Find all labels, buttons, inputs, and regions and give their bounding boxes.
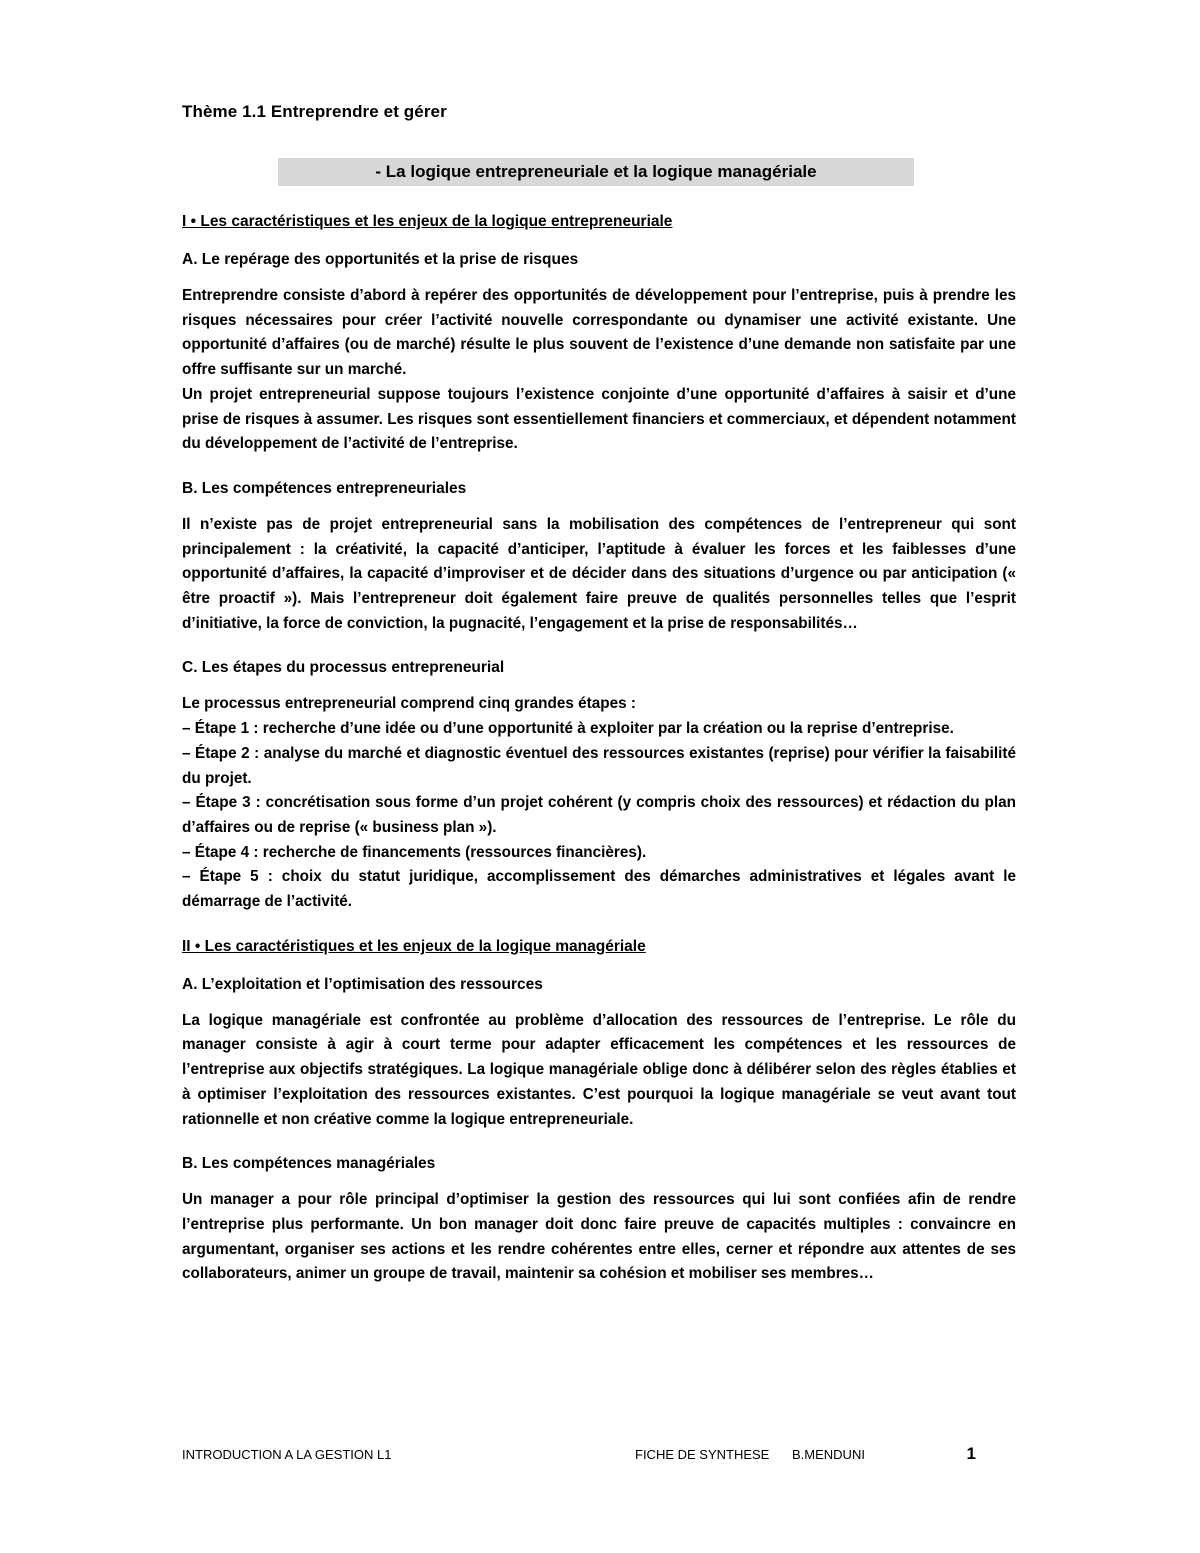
section-1a-paragraph-1: Entreprendre consiste d’abord à repérer des opportunités de développement pour l’entreprise, puis à prendre les risques nécessaires pour créer l’activité nouvelle correspondante ou dynamiser une activité existante. Une opportunité d’affaires (ou de marché) résulte le plus souvent de l’existence d’une demande non satisfaite par une offre suffisante sur un marché. (182, 287, 1016, 379)
section-1b-paragraph: Il n’existe pas de projet entrepreneurial sans la mobilisation des compétences de l’entrepreneur qui sont principalement : la créativité, la capacité d’anticiper, l’aptitude à évaluer les forces et les faiblesses d’une opportunité d’affaires, la capacité d’improviser et de décider dans des situations d’urgence ou par anticipation (« être proactif »). Mais l’entrepreneur doit également faire preuve de qualités personnelles telles que l’esprit d’initiative, la force de conviction, la pugnacité, l’engagement et la prise de responsabilités… (182, 515, 1016, 632)
section-1a-paragraph-2: Un projet entrepreneurial suppose toujours l’existence conjointe d’une opportunité d’affaires à saisir et d’une prise de risques à assumer. Les risques sont essentiellement financiers et commerciaux, et dépendent notamment du développement de l’activité de l’entreprise. (182, 385, 1016, 453)
step-item: – Étape 2 : analyse du marché et diagnostic éventuel des ressources existantes (reprise) pour vérifier la faisabilité du projet. (182, 744, 1016, 787)
step-item: – Étape 1 : recherche d’une idée ou d’une opportunité à exploiter par la création ou la reprise d’entreprise. (182, 720, 954, 738)
step-item: – Étape 4 : recherche de financements (ressources financières). (182, 843, 647, 861)
step-item: – Étape 5 : choix du statut juridique, accomplissement des démarches administratives et légales avant le démarrage de l’activité. (182, 868, 1016, 911)
step-item: – Étape 3 : concrétisation sous forme d’un projet cohérent (y compris choix des ressources) et rédaction du plan d’affaires ou de reprise (« business plan »). (182, 794, 1016, 836)
page-footer (182, 1445, 1016, 1465)
section-2b-paragraph: Un manager a pour rôle principal d’optimiser la gestion des ressources qui lui sont confiées afin de rendre l’entreprise plus performante. Un bon manager doit donc faire preuve de capacités multiples : convaincre en argumentant, organiser ses actions et les rendre cohérentes entre elles, cerner et répondre aux attentes de ses collaborateurs, animer un groupe de travail, maintenir sa cohésion et mobiliser ses membres… (182, 1191, 1016, 1283)
section-1a-title: A. Le repérage des opportunités et la prise de risques (182, 251, 579, 268)
footer-doc-type: FICHE DE SYNTHESE (635, 1447, 770, 1462)
page-number: 1 (966, 1444, 976, 1463)
section-2a-paragraph: La logique managériale est confrontée au problème d’allocation des ressources de l’entreprise. Le rôle du manager consiste à agir à court terme pour adapter efficacement les compétences et les ressources de l’entreprise aux objectifs stratégiques. La logique managériale oblige donc à délibérer selon des règles établies et à optimiser l’exploitation des ressources existantes. C’est pourquoi la logique managériale se veut avant tout rationnelle et non créative comme la logique entrepreneuriale. (182, 1011, 1016, 1128)
section-1c-title: C. Les étapes du processus entrepreneurial (182, 659, 505, 677)
section-2b-title: B. Les compétences managériales (182, 1155, 436, 1173)
footer-author: B.MENDUNI (792, 1447, 865, 1462)
section-1c-intro: Le processus entrepreneurial comprend cinq grandes étapes : (182, 695, 636, 713)
footer-course: INTRODUCTION A LA GESTION L1 (182, 1447, 392, 1462)
section-1b-title: B. Les compétences entrepreneuriales (182, 479, 467, 497)
section-2-title: II • Les caractéristiques et les enjeux de la logique managériale (182, 937, 646, 955)
theme-title: Thème 1.1 Entreprendre et gérer (182, 102, 447, 121)
page-content (182, 102, 1016, 1287)
section-1-title: I • Les caractéristiques et les enjeux de la logique entrepreneuriale (182, 213, 673, 230)
section-2a-title: A. L’exploitation et l’optimisation des ressources (182, 975, 543, 993)
chapter-banner: - La logique entrepreneuriale et la logique managériale (278, 158, 914, 186)
